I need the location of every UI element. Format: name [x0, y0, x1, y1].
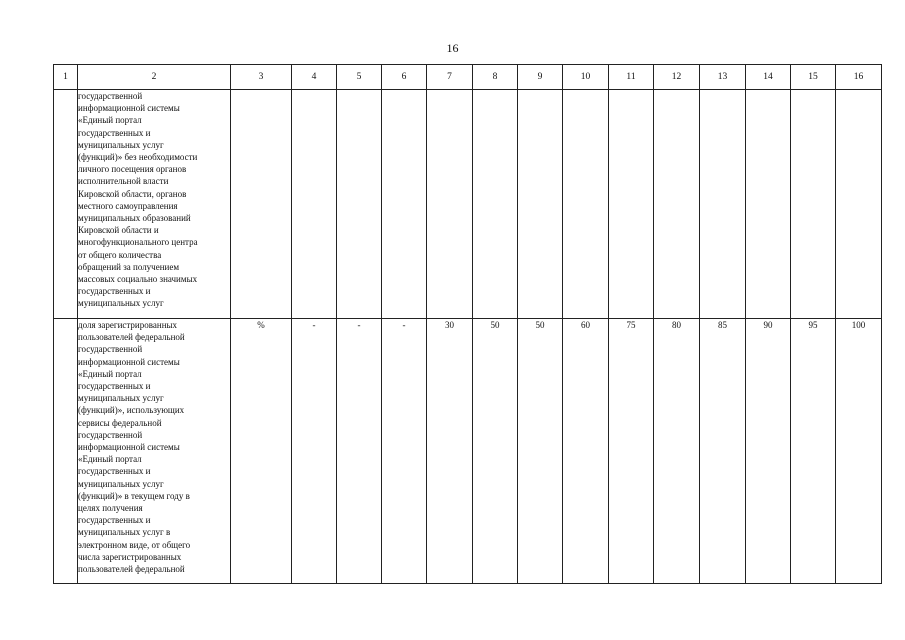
value-cell: [654, 90, 700, 319]
column-number: 2: [78, 65, 231, 90]
column-number: 6: [382, 65, 427, 90]
value-cell: [337, 90, 382, 319]
column-number: 5: [337, 65, 382, 90]
column-number: 4: [292, 65, 337, 90]
column-number: 3: [231, 65, 292, 90]
value-cell: [382, 90, 427, 319]
value-cell: -: [382, 319, 427, 584]
value-cell: 60: [563, 319, 609, 584]
column-number: 7: [427, 65, 473, 90]
value-cell: [791, 90, 836, 319]
column-number-row: [54, 65, 882, 90]
table-row: [54, 319, 882, 584]
column-number: 15: [791, 65, 836, 90]
indicator-text: государственной информационной системы «Единый портал государственных и муниципальных услуг (функций)» без необходимости личного посещения органов исполнительной власти Кировской области, органов местного самоуправления муниципальных образований Кировской области и многофункционального центра от общего количества обращений за получением массовых социально значимых государственных и муниципальных услуг: [78, 90, 231, 319]
table-row: [54, 90, 882, 319]
value-cell: -: [292, 319, 337, 584]
column-number: 8: [473, 65, 518, 90]
column-number: 14: [746, 65, 791, 90]
value-cell: [836, 90, 882, 319]
value-cell: [563, 90, 609, 319]
column-number: 12: [654, 65, 700, 90]
value-cell: [609, 90, 654, 319]
value-cell: 100: [836, 319, 882, 584]
value-cell: 85: [700, 319, 746, 584]
value-cell: 50: [518, 319, 563, 584]
column-number: 9: [518, 65, 563, 90]
value-cell: [231, 90, 292, 319]
column-number: 16: [836, 65, 882, 90]
value-cell: 90: [746, 319, 791, 584]
indicator-text: доля зарегистрированных пользователей федеральной государственной информационной системы «Единый портал государственных и муниципальных услуг (функций)», использующих сервисы федеральной государственной информационной системы «Единый портал государственных и муниципальных услуг (функций)» в текущем году в целях получения государственных и муниципальных услуг в электронном виде, от общего числа зарегистрированных пользователей федеральной: [78, 319, 231, 584]
column-number: 13: [700, 65, 746, 90]
column-number: 10: [563, 65, 609, 90]
value-cell: 75: [609, 319, 654, 584]
row-number-cell: [54, 90, 78, 319]
page-number: 16: [446, 41, 459, 55]
value-cell: 95: [791, 319, 836, 584]
value-cell: 30: [427, 319, 473, 584]
value-cell: [292, 90, 337, 319]
value-cell: [473, 90, 518, 319]
indicator-table: [53, 64, 882, 584]
value-cell: [518, 90, 563, 319]
value-cell: 80: [654, 319, 700, 584]
unit-cell: %: [231, 319, 292, 584]
value-cell: 50: [473, 319, 518, 584]
column-number: 1: [54, 65, 78, 90]
column-number: 11: [609, 65, 654, 90]
value-cell: -: [337, 319, 382, 584]
value-cell: [427, 90, 473, 319]
value-cell: [700, 90, 746, 319]
row-number-cell: [54, 319, 78, 584]
value-cell: [746, 90, 791, 319]
